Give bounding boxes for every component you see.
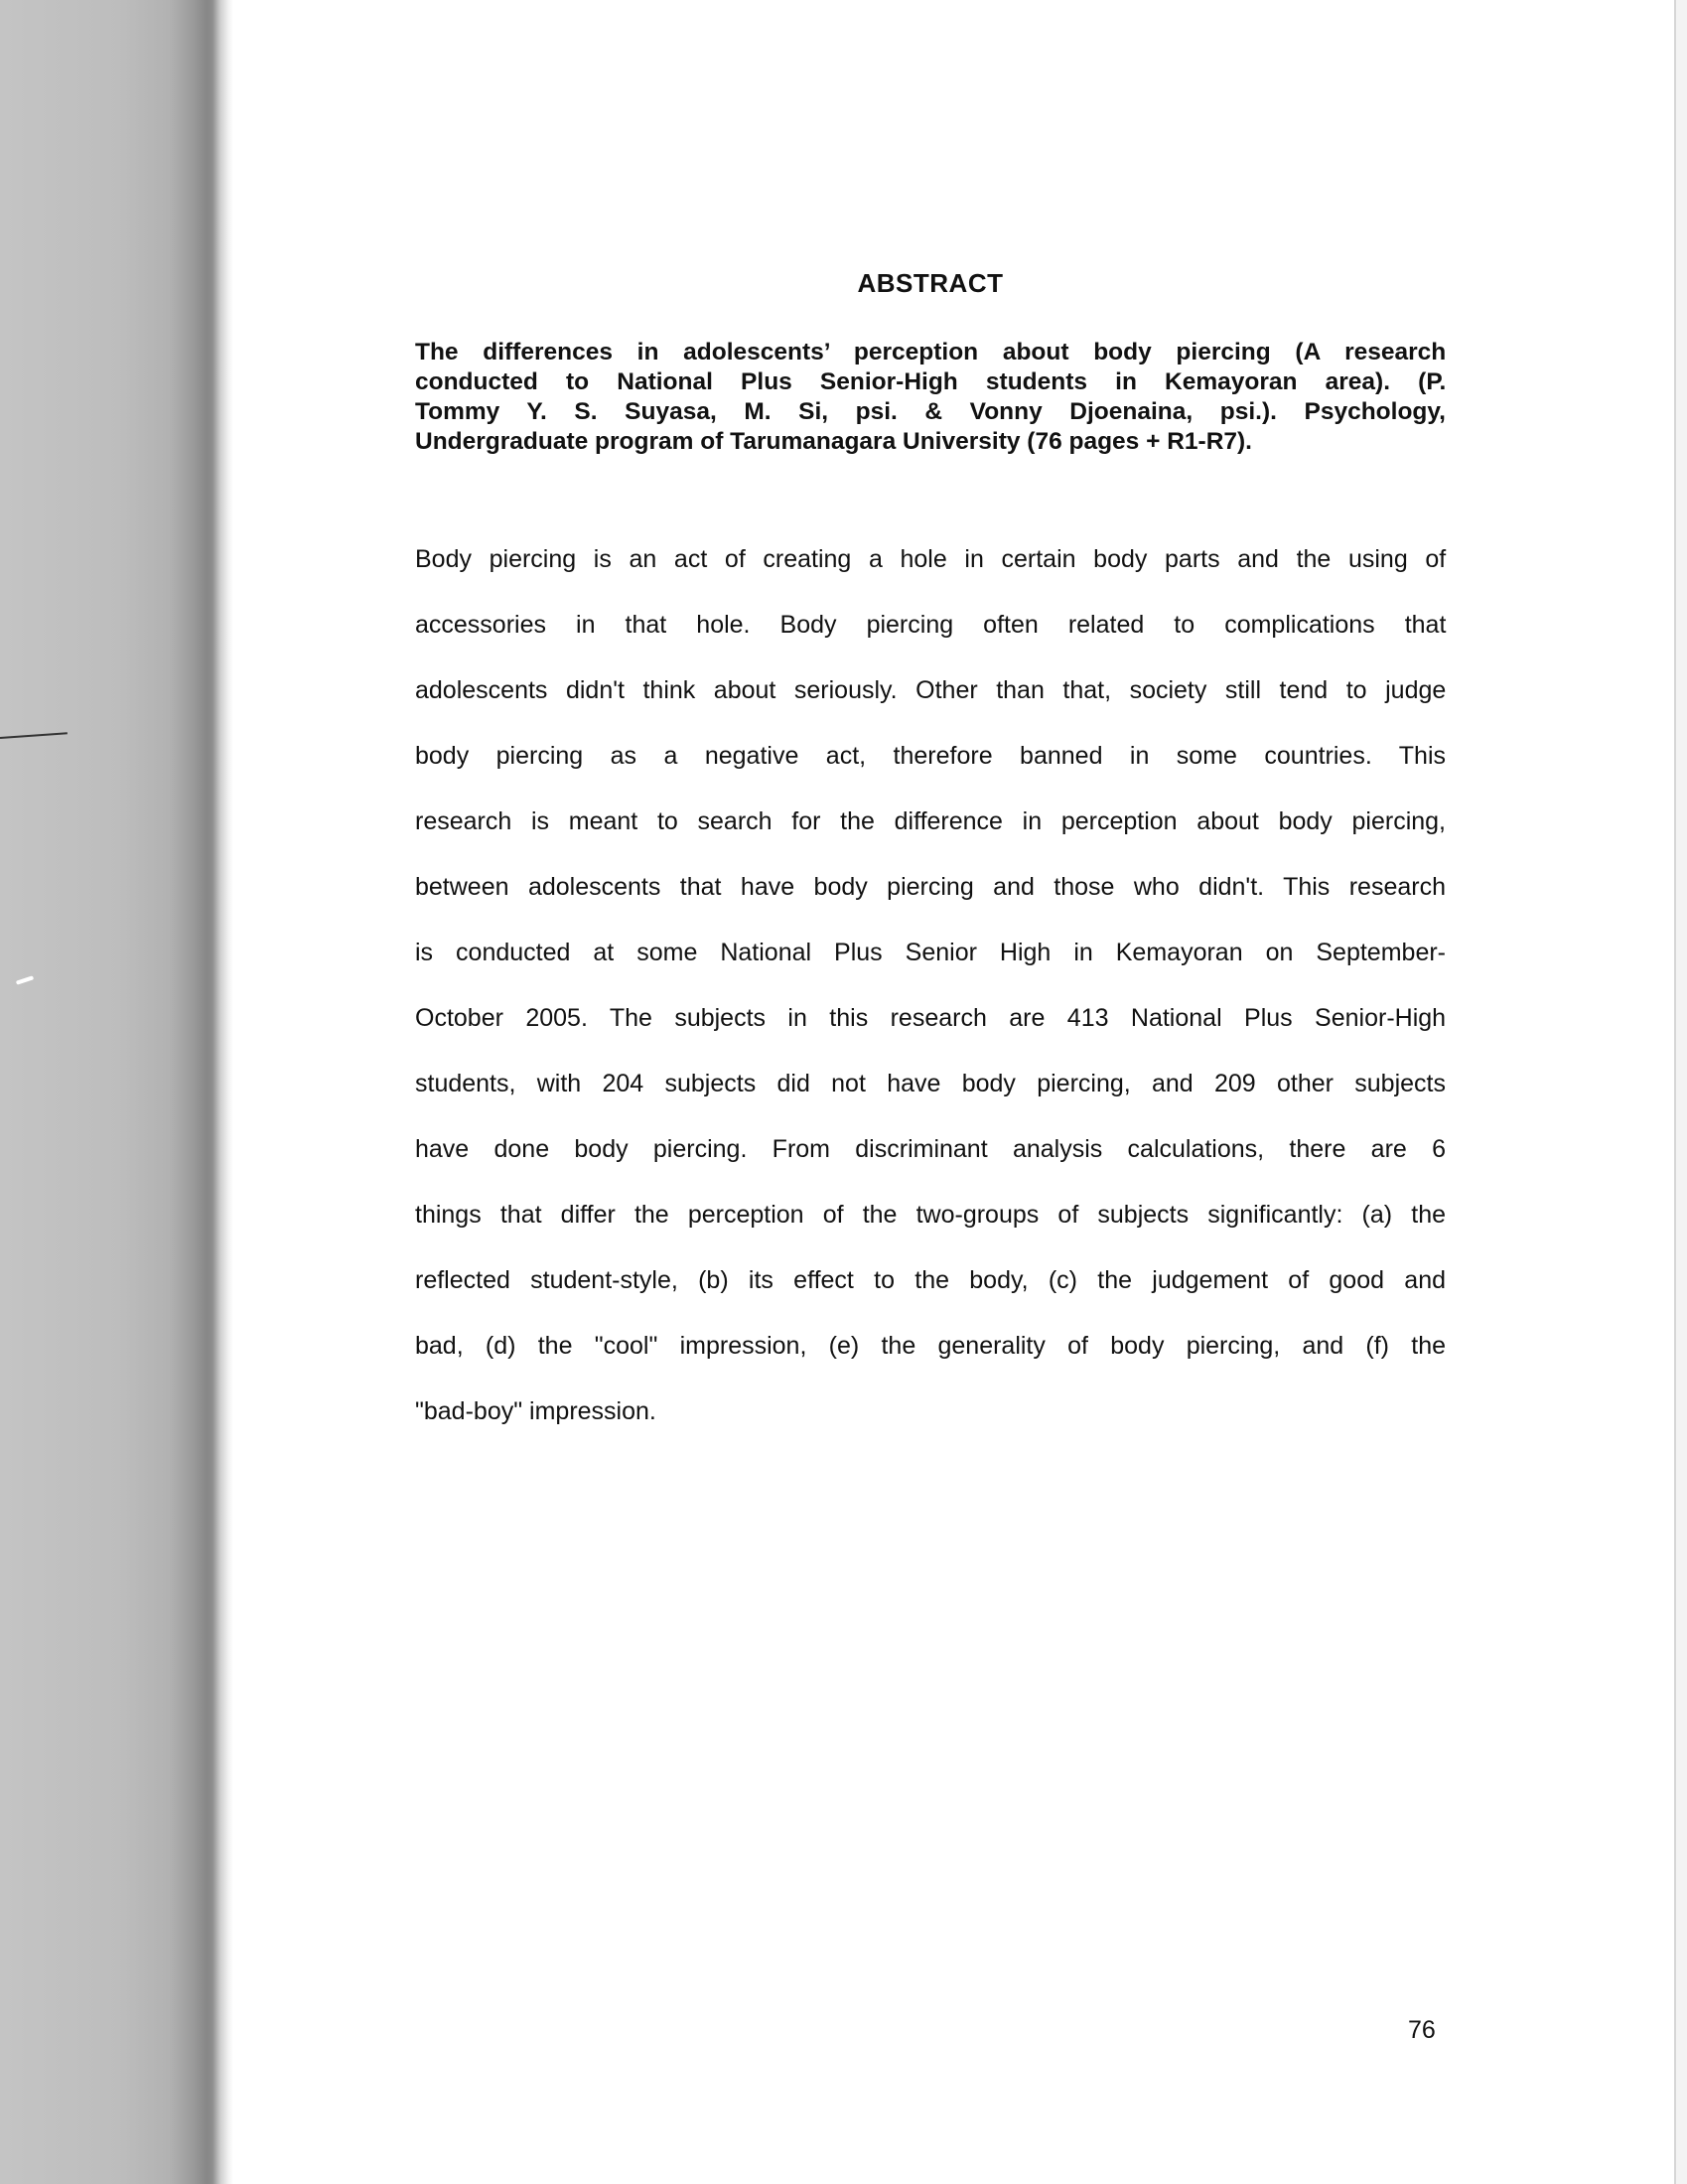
body-line: bad, (d) the "cool" impression, (e) the generality of body piercing, and (f) the <box>415 1332 1447 1360</box>
body-line: between adolescents that have body piercing and those who didn't. This research <box>415 873 1446 901</box>
body-line: adolescents didn't think about seriously. Other than that, society still tend to judge <box>415 676 1447 704</box>
title-line: conducted to National Plus Senior-High students in Kemayoran area). (P. <box>415 368 1447 395</box>
page-number: 76 <box>1408 2016 1436 2044</box>
body-line: research is meant to search for the difference in perception about body piercing, <box>415 807 1446 835</box>
body-line: Body piercing is an act of creating a hole in certain body parts and the using of <box>415 545 1447 573</box>
scan-gutter-shadow <box>0 0 233 2184</box>
body-line: October 2005. The subjects in this research are 413 National Plus Senior-High <box>415 1004 1447 1032</box>
body-line: is conducted at some National Plus Senior High in Kemayoran on September- <box>415 939 1446 966</box>
body-line: accessories in that hole. Body piercing often related to complications that <box>415 611 1447 639</box>
body-line: "bad-boy" impression. <box>415 1397 656 1425</box>
body-line: have done body piercing. From discriminant analysis calculations, there are 6 <box>415 1135 1446 1163</box>
title-line: The differences in adolescents’ perception about body piercing (A research <box>415 339 1447 365</box>
body-line: students, with 204 subjects did not have body piercing, and 209 other subjects <box>415 1070 1446 1097</box>
title-line: Tommy Y. S. Suyasa, M. Si, psi. & Vonny Djoenaina, psi.). Psychology, <box>415 398 1446 425</box>
body-line: things that differ the perception of the two-groups of subjects significantly: (a) the <box>415 1201 1446 1229</box>
abstract-heading: ABSTRACT <box>857 268 1004 298</box>
abstract-body <box>415 526 1446 1444</box>
scan-right-margin <box>1676 0 1687 2184</box>
title-line: Undergraduate program of Tarumanagara University (76 pages + R1-R7). <box>415 428 1252 455</box>
body-line: body piercing as a negative act, therefore banned in some countries. This <box>415 742 1446 770</box>
abstract-title-block <box>415 338 1446 457</box>
body-line: reflected student-style, (b) its effect to the body, (c) the judgement of good and <box>415 1266 1446 1294</box>
